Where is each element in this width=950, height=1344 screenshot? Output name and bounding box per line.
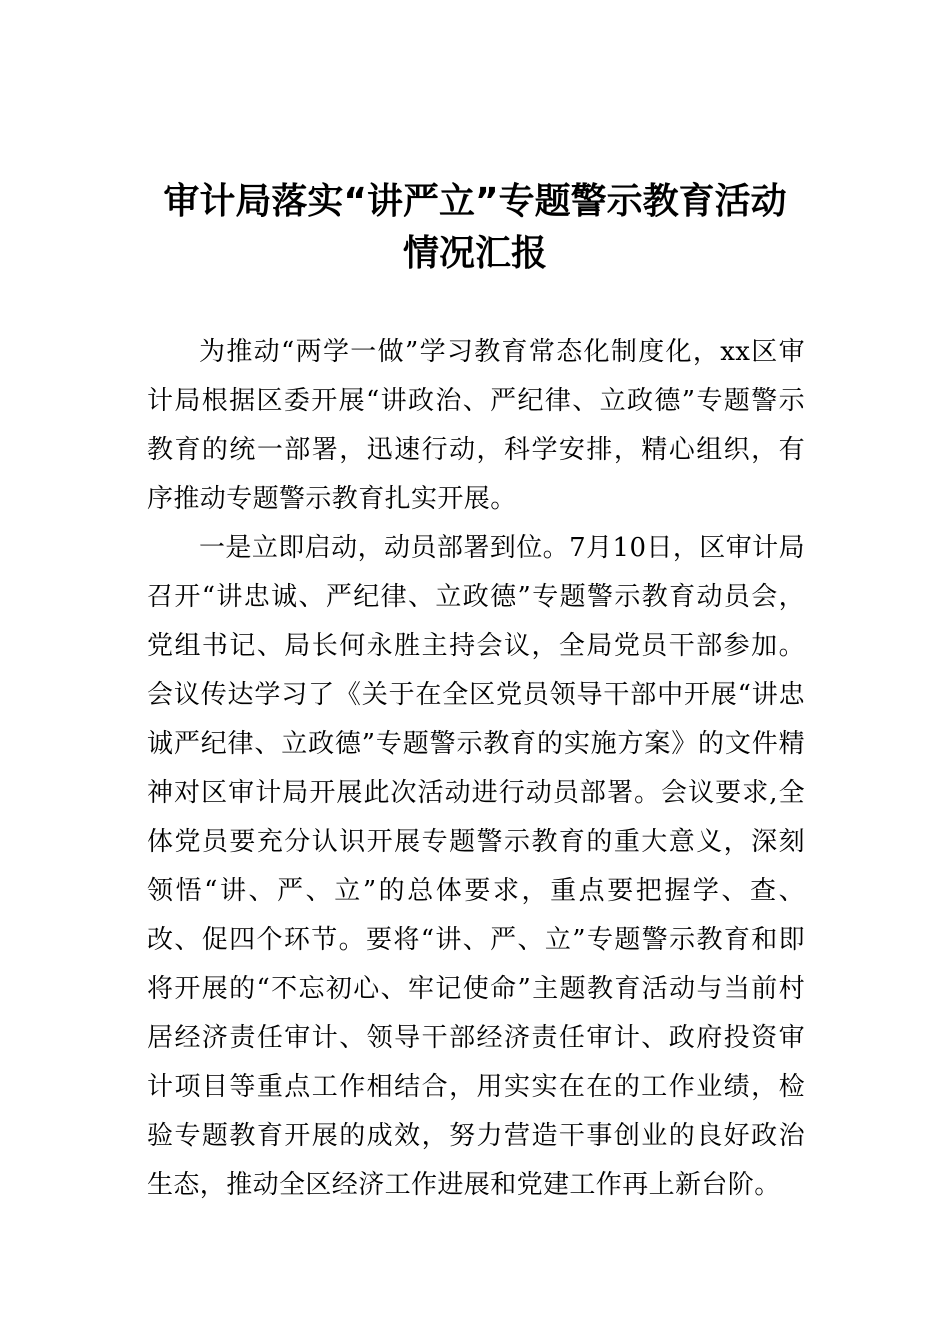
title-line-1: 审计局落实“讲严立”专题警示教育活动 [163, 181, 787, 222]
document-body [147, 328, 805, 1210]
title-line-2: 情况汇报 [402, 233, 547, 274]
document-title [130, 176, 820, 280]
paragraph-section-1: 一是立即启动，动员部署到位。7月10日，区审计局召开“讲忠诚、严纪律、立政德”专题警示教育动员会，党组书记、局长何永胜主持会议，全局党员干部参加。会议传达学习了《关于在全区党员领导干部中开展“讲忠诚严纪律、立政德”专题警示教育的实施方案》的文件精神对区审计局开展此次活动进行动员部署。会议要求,全体党员要充分认识开展专题警示教育的重大意义，深刻领悟“讲、严、立”的总体要求，重点要把握学、查、改、促四个环节。要将“讲、严、立”专题警示教育和即将开展的“不忘初心、牢记使命”主题教育活动与当前村居经济责任审计、领导干部经济责任审计、政府投资审计项目等重点工作相结合，用实实在在的工作业绩，检验专题教育开展的成效，努力营造干事创业的良好政治生态，推动全区经济工作进展和党建工作再上新台阶。 [147, 533, 805, 1200]
paragraph-intro: 为推动“两学一做”学习教育常态化制度化，xx区审计局根据区委开展“讲政治、严纪律、立政德”专题警示教育的统一部署，迅速行动，科学安排，精心组织，有序推动专题警示教育扎实开展。 [147, 337, 805, 514]
